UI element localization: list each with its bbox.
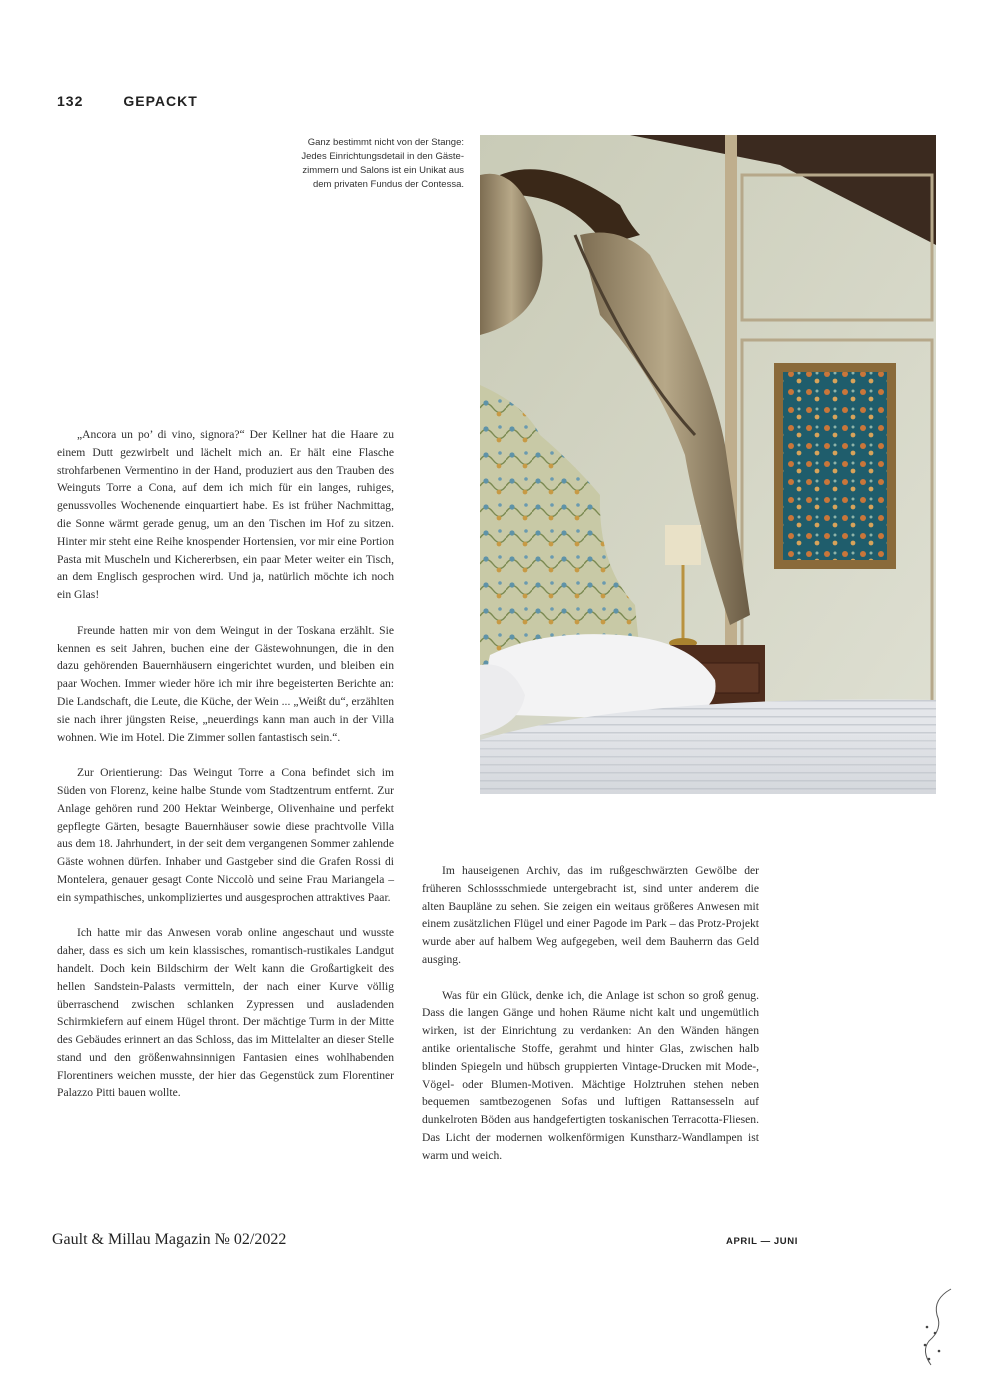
page-header: [57, 93, 198, 109]
caption-line: Ganz bestimmt nicht von der Stange:: [307, 137, 464, 148]
publisher-mark-icon: [915, 1285, 965, 1375]
caption-line: zimmern und Salons ist ein Unikat aus: [302, 165, 464, 176]
bedroom-illustration: [480, 135, 936, 794]
page-number: 132: [57, 93, 84, 109]
section-title: GEPACKT: [123, 93, 198, 109]
article-right-column: [422, 862, 759, 1182]
article-paragraph: Zur Orientierung: Das Weingut Torre a Cona befindet sich im Süden von Florenz, keine halbe Stunde vom Stadtzentrum entfernt. Zur Anlage gehören rund 200 Hektar Weinberge, Olivenhaine und perfekt gepflegte Gärten, besagte Bauernhäuser sowie diese prachtvolle Villa aus dem 18. Jahrhundert, in der seit dem vergangenen Sommer zahlende Gäste wohnen dürfen. Inhaber und Gastgeber sind die Grafen Rossi di Montelera, genauer gesagt Conte Niccolò und seine Frau Mariangela – ein sympathisches, unkompliziertes und ausgesprochen attraktives Paar.: [57, 766, 394, 904]
bedroom-photo: [480, 135, 936, 794]
article-paragraph: Im hauseigenen Archiv, das im rußgeschwärzten Gewölbe der früheren Schlossschmiede untergebracht ist, sind unter anderem die alten Baupläne zu sehen. Sie zeigen ein weitaus größeres Anwesen mit einem zusätzlichen Flügel und einer Pagode im Park – das Protz-Projekt wurde aber auf halbem Weg aufgegeben, weil dem Bauherrn das Geld ausging.: [422, 864, 759, 966]
article-paragraph: Was für ein Glück, denke ich, die Anlage ist schon so groß genug. Dass die langen Gänge und hohen Räume nicht kalt und ungemütlich wirken, ist der Einrichtung zu verdanken: An den Wänden hängen antike orientalische Stoffe, gerahmt und hinter Glas, zwischen halb blinden Spiegeln und hübsch gruppierten Vintage-Drucken mit Mode-, Vögel- oder Blumen-Motiven. Mächtige Holztruhen stehen neben bequemen samtbezogenen Sofas und luftigen Rattansesseln auf dunkelroten Böden aus handgefertigten toskanischen Terracotta-Fliesen. Das Licht der modernen wolkenförmigen Kunstharz-Wandlampen ist warm und weich.: [422, 988, 759, 1162]
magazine-title: Gault & Millau Magazin № 02/2022: [52, 1231, 287, 1248]
caption-line: dem privaten Fundus der Contessa.: [312, 179, 464, 190]
article-left-column: [57, 426, 394, 1120]
caption-line: Jedes Einrichtungsdetail in den Gäste-: [301, 151, 464, 162]
article-paragraph: Freunde hatten mir von dem Weingut in der Toskana erzählt. Sie kennen es seit Jahren, buchen eine der Gästewohnungen, die in den dazu gehörenden Bauernhäusern eingerichtet wurden, und bleiben ein paar Wochen. Immer wieder höre ich mir ihre begeisterten Berichte an: Die Landschaft, die Leute, die Küche, der Wein ... „Weißt du“, erzählten sie nach ihrer jüngsten Reise, „neuerdings kann man auch in der Villa wohnen. Wie im Hotel. Die Zimmer sollen fantastisch sein.“.: [57, 623, 394, 744]
photo-caption: [262, 136, 464, 192]
article-paragraph: Ich hatte mir das Anwesen vorab online angeschaut und wusste daher, dass es sich um kein klassisches, romantisch-rustikales Landgut handelt. Doch kein Bildschirm der Welt kann die Großartigkeit des hellen Sandstein-Palasts vermitteln, der nach einer Kurve völlig überraschend zwischen schlanken Zypressen und ausladenden Schirmkiefern auf einem Hügel thront. Der mächtige Turm in der Mitte des Gebäudes erinnert an das Schloss, das im Mittelalter an dieser Stelle stand und den größenwahnsinnigen Fantasien eines wohlhabenden Florentiners weichen musste, der hier das Gegenstück zum Florentiner Palazzo Pitti bauen wollte.: [57, 926, 394, 1100]
article-paragraph: „Ancora un po’ di vino, signora?“ Der Kellner hat die Haare zu einem Dutt gezwirbelt und lächelt mich an. Er hält eine Flasche strohfarbenen Vermentino in der Hand, produziert aus den Trauben des Weinguts Torre a Cona, auf dem ich mich für ein langes, ruhiges, genussvolles Wochenende einquartiert habe. Es ist früher Nachmittag, die Sonne wärmt gerade genug, um an den Tischen im Hof zu sitzen. Hinter mir steht eine Reihe knospender Hortensien, vor mir eine Portion Pasta mit Muscheln und Kichererbsen, ein paar Meter weiter ein Tisch, an dem Englisch gesprochen wird. Und ja, natürlich möchte ich noch ein Glas!: [57, 428, 394, 602]
issue-period: APRIL — JUNI: [726, 1236, 798, 1247]
